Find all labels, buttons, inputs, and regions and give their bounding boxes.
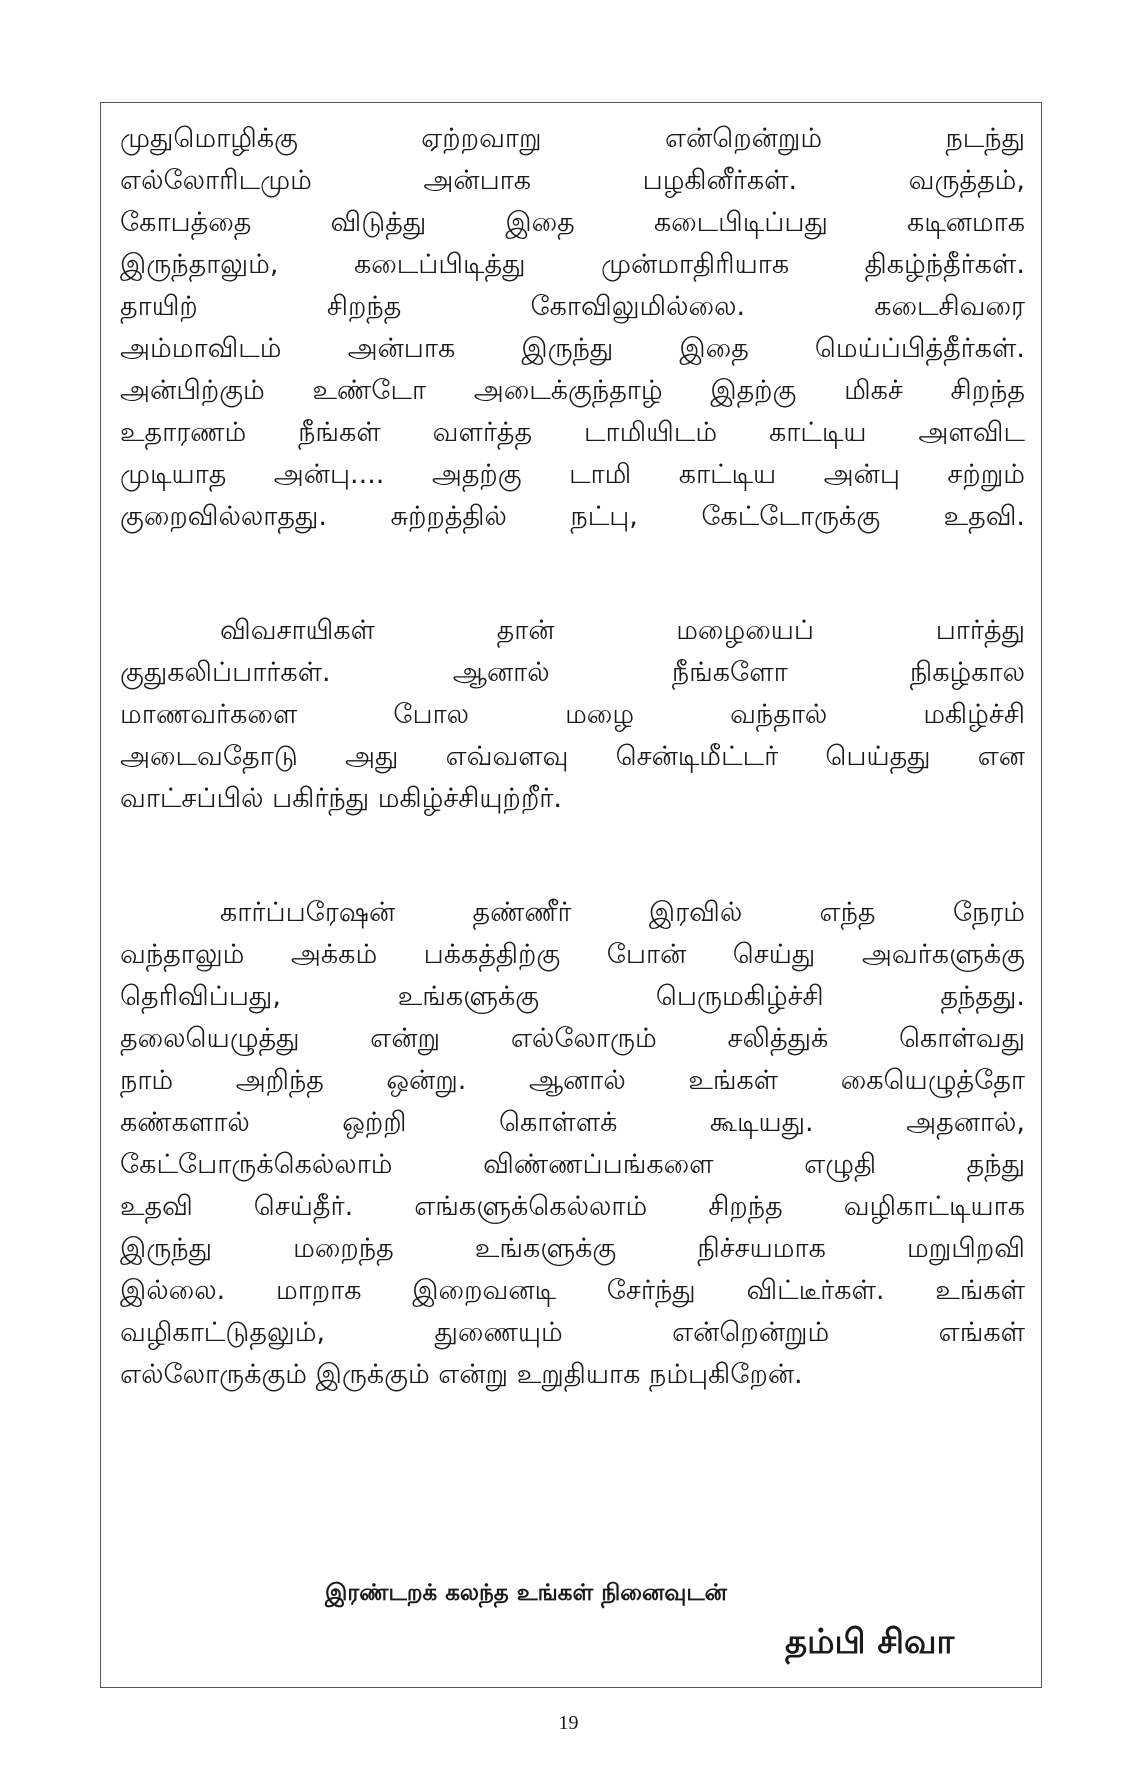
text-line: கார்ப்பரேஷன் தண்ணீர் இரவில் எந்த நேரம் (220, 897, 1025, 928)
text-line: விவசாயிகள் தான் மழையைப் பார்த்து (220, 615, 1025, 646)
text-line: குதுகலிப்பார்கள். ஆனால் நீங்களோ நிகழ்கால (120, 657, 1025, 688)
text-line: குறைவில்லாதது. சுற்றத்தில் நட்பு, கேட்டோருக்கு உதவி. (120, 501, 1025, 532)
text-line: உதாரணம் நீங்கள் வளர்த்த டாமியிடம் காட்டிய அளவிட (120, 417, 1025, 448)
closing-line: இரண்டறக் கலந்த உங்கள் நினைவுடன் (325, 1580, 727, 1606)
text-line: வாட்சப்பில் பகிர்ந்து மகிழ்ச்சியுற்றீர். (120, 783, 562, 814)
text-line: கண்களால் ஒற்றி கொள்ளக் கூடியது. அதனால், (120, 1107, 1025, 1138)
text-line: இருந்து மறைந்த உங்களுக்கு நிச்சயமாக மறுபிறவி (120, 1233, 1025, 1264)
text-line: அன்பிற்கும் உண்டோ அடைக்குந்தாழ் இதற்கு மிகச் சிறந்த (120, 375, 1025, 406)
text-line: மாணவர்களை போல மழை வந்தால் மகிழ்ச்சி (120, 699, 1025, 730)
text-line: வழிகாட்டுதலும், துணையும் என்றென்றும் எங்கள் (120, 1317, 1025, 1348)
text-line: இல்லை. மாறாக இறைவனடி சேர்ந்து விட்டீர்கள். உங்கள் (120, 1275, 1025, 1306)
paragraph-2 (120, 610, 1025, 820)
body-text (120, 118, 1025, 1396)
text-line: எல்லோரிடமும் அன்பாக பழகினீர்கள். வருத்தம், (120, 165, 1025, 196)
page-number: 19 (558, 1712, 579, 1734)
text-line: எல்லோருக்கும் இருக்கும் என்று உறுதியாக நம்புகிறேன். (120, 1359, 803, 1390)
text-line: கேட்போருக்கெல்லாம் விண்ணப்பங்களை எழுதி தந்து (120, 1149, 1025, 1180)
text-line: முடியாத அன்பு.... அதற்கு டாமி காட்டிய அன்பு சற்றும் (120, 459, 1025, 490)
paragraph-spacer (120, 538, 1025, 610)
signature: தம்பி சிவா (785, 1622, 955, 1662)
text-line: நாம் அறிந்த ஒன்று. ஆனால் உங்கள் கையெழுத்தோ (120, 1065, 1025, 1096)
text-line: உதவி செய்தீர். எங்களுக்கெல்லாம் சிறந்த வழிகாட்டியாக (120, 1191, 1025, 1222)
text-line: இருந்தாலும், கடைப்பிடித்து முன்மாதிரியாக திகழ்ந்தீர்கள். (120, 249, 1025, 280)
text-line: அடைவதோடு அது எவ்வளவு சென்டிமீட்டர் பெய்தது என (120, 741, 1025, 772)
paragraph-1 (120, 118, 1025, 538)
text-line: வந்தாலும் அக்கம் பக்கத்திற்கு போன் செய்து அவர்களுக்கு (120, 939, 1025, 970)
paragraph-spacer (120, 820, 1025, 892)
paragraph-3 (120, 892, 1025, 1396)
text-line: தெரிவிப்பது, உங்களுக்கு பெருமகிழ்ச்சி தந்தது. (120, 981, 1025, 1012)
text-line: அம்மாவிடம் அன்பாக இருந்து இதை மெய்ப்பித்தீர்கள். (120, 333, 1025, 364)
text-line: தலையெழுத்து என்று எல்லோரும் சலித்துக் கொள்வது (120, 1023, 1025, 1054)
text-line: முதுமொழிக்கு ஏற்றவாறு என்றென்றும் நடந்து (120, 123, 1025, 154)
text-line: கோபத்தை விடுத்து இதை கடைபிடிப்பது கடினமாக (120, 207, 1025, 238)
text-line: தாயிற் சிறந்த கோவிலுமில்லை. கடைசிவரை (120, 291, 1025, 322)
